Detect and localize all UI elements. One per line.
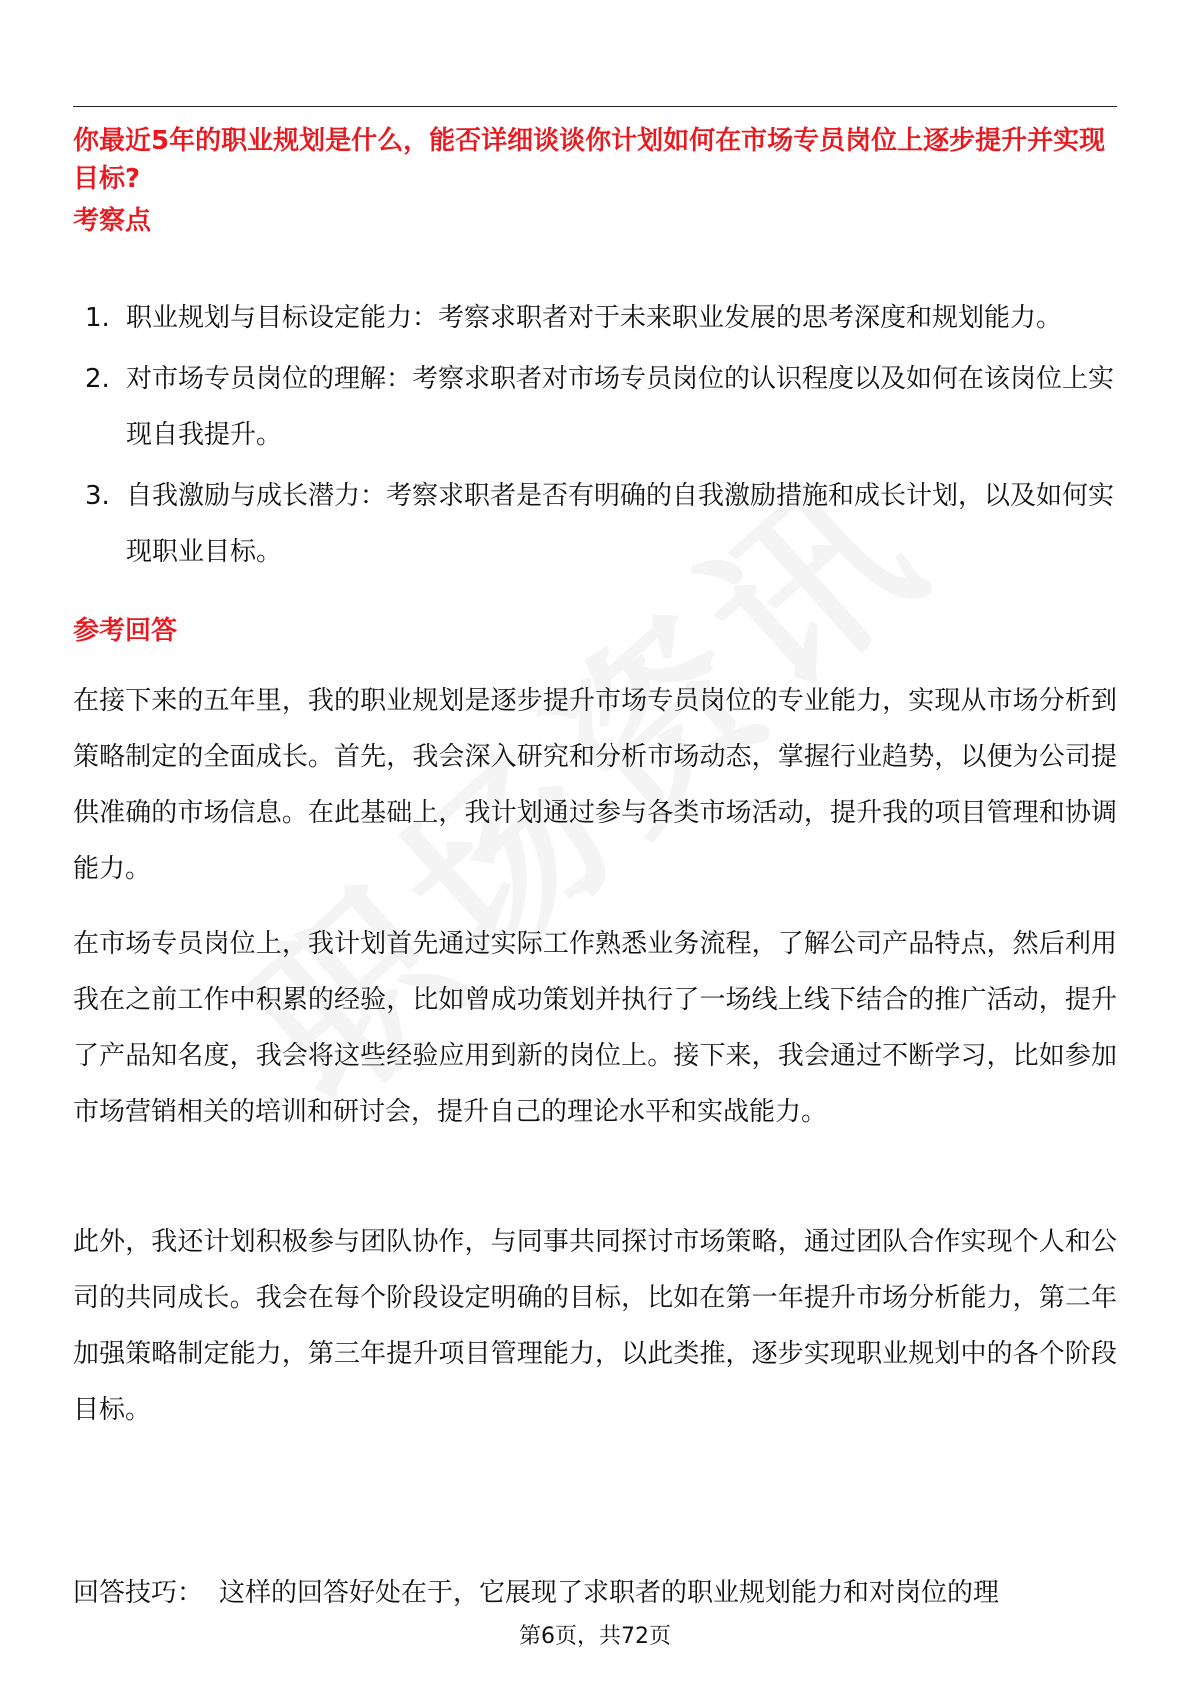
item-text: 职业规划与目标设定能力：考察求职者对于未来职业发展的思考深度和规划能力。 (126, 303, 1063, 333)
item-text: 对市场专员岗位的理解：考察求职者对市场专员岗位的认识程度以及如何在该岗位上实现自我提升。 (126, 364, 1115, 450)
assessment-item (73, 351, 1117, 463)
assessment-list (73, 290, 1117, 585)
item-number: 1. (85, 303, 110, 333)
answer-paragraph: 此外，我还计划积极参与团队协作，与同事共同探讨市场策略，通过团队合作实现个人和公司的共同成长。我会在每个阶段设定明确的目标，比如在第一年提升市场分析能力，第二年加强策略制定能力，第三年提升项目管理能力，以此类推，逐步实现职业规划中的各个阶段目标。 (73, 1227, 1117, 1425)
item-number: 3. (85, 481, 110, 511)
answer-heading: 参考回答 (73, 616, 178, 646)
item-number: 2. (85, 364, 110, 394)
tip-label: 回答技巧： (73, 1578, 204, 1608)
top-divider (73, 106, 1117, 107)
page-number: 第6页，共72页 (519, 1624, 671, 1649)
answer-tip (73, 1565, 1117, 1621)
question-title: 你最近5年的职业规划是什么，能否详细谈谈你计划如何在市场专员岗位上逐步提升并实现目标? (73, 126, 1106, 194)
item-text: 自我激励与成长潜力：考察求职者是否有明确的自我激励措施和成长计划，以及如何实现职业目标。 (126, 481, 1115, 567)
assessment-item (73, 468, 1117, 580)
assessment-item (73, 290, 1117, 346)
answer-paragraph: 在接下来的五年里，我的职业规划是逐步提升市场专员岗位的专业能力，实现从市场分析到策略制定的全面成长。首先，我会深入研究和分析市场动态，掌握行业趋势，以便为公司提供准确的市场信息。在此基础上，我计划通过参与各类市场活动，提升我的项目管理和协调能力。 (73, 686, 1117, 884)
assessment-heading: 考察点 (73, 206, 152, 236)
answer-paragraph: 在市场专员岗位上，我计划首先通过实际工作熟悉业务流程，了解公司产品特点，然后利用我在之前工作中积累的经验，比如曾成功策划并执行了一场线上线下结合的推广活动，提升了产品知名度，我会将这些经验应用到新的岗位上。接下来，我会通过不断学习，比如参加市场营销相关的培训和研讨会，提升自己的理论水平和实战能力。 (73, 929, 1117, 1127)
tip-text: 这样的回答好处在于，它展现了求职者的职业规划能力和对岗位的理 (219, 1578, 1000, 1608)
